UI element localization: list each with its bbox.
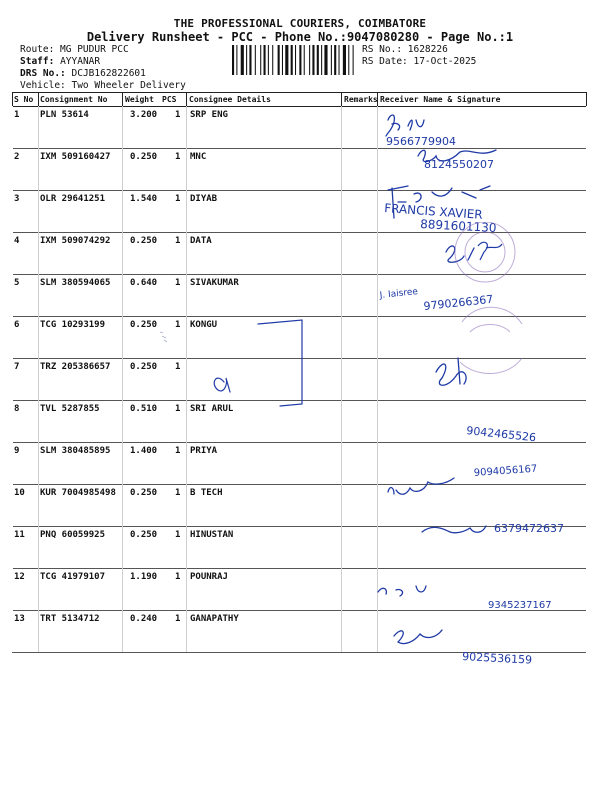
- col-divider: [38, 190, 39, 232]
- cell-consignment: SLM 380594065: [40, 278, 111, 288]
- cell-pcs: 1: [175, 404, 181, 414]
- col-divider: [12, 148, 13, 190]
- col-divider: [122, 274, 123, 316]
- cell-consignment: SLM 380485895: [40, 446, 111, 456]
- cell-pcs: 1: [175, 110, 181, 120]
- route-field: Route: MG PUDUR PCC: [20, 44, 129, 55]
- col-divider: [341, 232, 342, 274]
- cell-pcs: 1: [175, 278, 181, 288]
- barcode-bar: [285, 45, 288, 75]
- barcode-bar: [272, 45, 273, 75]
- handwritten-phone: 9345237167: [488, 600, 552, 611]
- col-divider: [341, 610, 342, 652]
- col-divider: [377, 190, 378, 232]
- cell-pcs: 1: [175, 362, 181, 372]
- col-divider: [186, 610, 187, 652]
- cell-weight: 0.250: [130, 320, 158, 330]
- drs-label: DRS No.:: [20, 68, 66, 79]
- col-divider: [377, 442, 378, 484]
- cell-sno: 5: [14, 278, 20, 288]
- cell-consignment: TRT 5134712: [40, 614, 100, 624]
- barcode-bar: [268, 45, 269, 75]
- cell-consignment: IXM 509074292: [40, 236, 111, 246]
- cell-pcs: 1: [175, 572, 181, 582]
- barcode-bar: [232, 45, 234, 75]
- handwritten-phone: 9566779904: [386, 135, 456, 148]
- cell-sno: 8: [14, 404, 20, 414]
- cell-weight: 1.540: [130, 194, 158, 204]
- cell-weight: 1.400: [130, 446, 158, 456]
- col-divider: [341, 274, 342, 316]
- cell-consignee: PRIYA: [190, 446, 218, 456]
- cell-sno: 7: [14, 362, 20, 372]
- col-divider: [186, 106, 187, 148]
- col-divider: [586, 358, 587, 400]
- cell-consignment: TCG 41979107: [40, 572, 106, 582]
- cell-weight: 0.250: [130, 362, 158, 372]
- cell-sno: 3: [14, 194, 20, 204]
- handwritten-phone: 8891601130: [419, 217, 497, 235]
- col-divider: [186, 442, 187, 484]
- col-divider: [377, 148, 378, 190]
- cell-consignee: MNC: [190, 152, 207, 162]
- barcode-bar: [348, 45, 349, 75]
- col-divider: [38, 148, 39, 190]
- row-rule: [12, 190, 586, 191]
- handwritten-phone: 9042465526: [465, 424, 537, 445]
- cell-weight: 0.250: [130, 488, 158, 498]
- col-divider: [38, 442, 39, 484]
- col-divider: [122, 442, 123, 484]
- cell-consignment: TCG 10293199: [40, 320, 106, 330]
- barcode-bar: [334, 45, 336, 75]
- col-divider: [586, 400, 587, 442]
- barcode-bar: [236, 45, 237, 75]
- cell-pcs: 1: [175, 488, 181, 498]
- cell-consignment: TVL 5287855: [40, 404, 100, 414]
- col-divider: [586, 316, 587, 358]
- col-divider: [122, 484, 123, 526]
- barcode-bar: [343, 45, 346, 75]
- barcode-bar: [339, 45, 340, 75]
- barcode-bar: [312, 45, 314, 75]
- col-divider: [341, 92, 342, 106]
- row-rule: [12, 610, 586, 611]
- cell-sno: 13: [14, 614, 25, 624]
- row-rule: [12, 526, 586, 527]
- col-divider: [12, 232, 13, 274]
- cell-pcs: 1: [175, 320, 181, 330]
- handwritten-mark: [140, 310, 340, 420]
- cell-pcs: 1: [175, 446, 181, 456]
- drs-value: DCJB162822601: [71, 68, 146, 79]
- col-divider: [122, 232, 123, 274]
- cell-consignee: SIVAKUMAR: [190, 278, 239, 288]
- cell-sno: 10: [14, 488, 25, 498]
- col-divider: [377, 106, 378, 148]
- col-divider: [377, 610, 378, 652]
- col-divider: [12, 484, 13, 526]
- barcode-bar: [324, 45, 327, 75]
- col-divider: [377, 232, 378, 274]
- col-divider: [341, 526, 342, 568]
- barcode-bar: [241, 45, 244, 75]
- col-divider: [12, 568, 13, 610]
- col-divider: [12, 106, 13, 148]
- cell-consignee: GANAPATHY: [190, 614, 239, 624]
- col-divider: [586, 274, 587, 316]
- barcode-icon: [232, 45, 356, 75]
- header-consignee: Consignee Details: [189, 95, 271, 104]
- col-divider: [586, 526, 587, 568]
- col-divider: [12, 358, 13, 400]
- col-divider: [377, 358, 378, 400]
- col-divider: [38, 106, 39, 148]
- col-divider: [38, 92, 39, 106]
- col-divider: [186, 568, 187, 610]
- header-remarks: Remarks: [344, 95, 378, 104]
- cell-pcs: 1: [175, 530, 181, 540]
- staff-field: [20, 56, 100, 67]
- cell-sno: 4: [14, 236, 20, 246]
- col-divider: [12, 274, 13, 316]
- col-divider: [341, 484, 342, 526]
- col-divider: [186, 190, 187, 232]
- staff-value: AYYANAR: [60, 56, 101, 67]
- cell-consignee: SRI ARUL: [190, 404, 234, 414]
- col-divider: [12, 92, 13, 106]
- header-pcs: PCS: [162, 95, 177, 104]
- barcode-bar: [260, 45, 261, 75]
- col-divider: [186, 526, 187, 568]
- col-divider: [122, 400, 123, 442]
- cell-sno: 9: [14, 446, 20, 456]
- company-stamp: [440, 222, 530, 382]
- barcode-bar: [264, 45, 266, 75]
- handwritten-phone: 6379472637: [494, 522, 564, 535]
- row-rule: [12, 652, 586, 653]
- col-divider: [122, 526, 123, 568]
- cell-consignee: SRP ENG: [190, 110, 228, 120]
- row-rule: [12, 442, 586, 443]
- cell-pcs: 1: [175, 152, 181, 162]
- cell-pcs: 1: [175, 236, 181, 246]
- barcode-bar: [291, 45, 293, 75]
- col-divider: [377, 484, 378, 526]
- barcode-bar: [282, 45, 283, 75]
- col-divider: [122, 610, 123, 652]
- row-rule: [12, 148, 586, 149]
- header-sno: S No: [14, 95, 34, 104]
- col-divider: [341, 190, 342, 232]
- cell-consignee: POUNRAJ: [190, 572, 228, 582]
- cell-consignee: DATA: [190, 236, 212, 246]
- cell-consignment: KUR 7004985498: [40, 488, 116, 498]
- col-divider: [377, 316, 378, 358]
- col-divider: [122, 316, 123, 358]
- handwritten-name: J. Iaisree: [379, 287, 419, 301]
- cell-weight: 0.510: [130, 404, 158, 414]
- cell-consignee: KONGU: [190, 320, 218, 330]
- col-divider: [586, 484, 587, 526]
- barcode-bar: [309, 45, 310, 75]
- barcode-bar: [353, 45, 354, 75]
- col-divider: [38, 274, 39, 316]
- barcode-bar: [295, 45, 296, 75]
- barcode-bar: [299, 45, 301, 75]
- col-divider: [12, 316, 13, 358]
- cell-pcs: 1: [175, 614, 181, 624]
- col-divider: [586, 190, 587, 232]
- cell-weight: 0.250: [130, 152, 158, 162]
- col-divider: [186, 92, 187, 106]
- col-divider: [341, 400, 342, 442]
- col-divider: [38, 400, 39, 442]
- col-divider: [38, 568, 39, 610]
- barcode-bar: [255, 45, 256, 75]
- col-divider: [122, 190, 123, 232]
- col-divider: [122, 568, 123, 610]
- header-signature: Receiver Name & Signature: [380, 95, 501, 104]
- col-divider: [341, 358, 342, 400]
- barcode-bar: [278, 45, 280, 75]
- barcode-bar: [249, 45, 251, 75]
- drs-field: [20, 68, 146, 79]
- col-divider: [341, 568, 342, 610]
- cell-pcs: 1: [175, 194, 181, 204]
- col-divider: [586, 106, 587, 148]
- barcode-bar: [304, 45, 305, 75]
- col-divider: [377, 274, 378, 316]
- col-divider: [12, 442, 13, 484]
- handwritten-phone: 9094056167: [473, 463, 538, 479]
- rs-number: RS No.: 1628226: [362, 44, 448, 55]
- col-divider: [586, 568, 587, 610]
- cell-sno: 11: [14, 530, 25, 540]
- col-divider: [12, 190, 13, 232]
- handwritten-phone: 9790266367: [422, 292, 494, 313]
- col-divider: [377, 568, 378, 610]
- col-divider: [12, 610, 13, 652]
- cell-consignee: B TECH: [190, 488, 223, 498]
- col-divider: [38, 484, 39, 526]
- cell-sno: 12: [14, 572, 25, 582]
- staff-label: Staff:: [20, 56, 55, 67]
- col-divider: [186, 484, 187, 526]
- rs-date: RS Date: 17-Oct-2025: [362, 56, 477, 67]
- cell-weight: 0.640: [130, 278, 158, 288]
- handwritten-name: FRANCIS XAVIER: [383, 201, 484, 222]
- cell-sno: 1: [14, 110, 20, 120]
- col-divider: [377, 400, 378, 442]
- col-divider: [586, 148, 587, 190]
- table-top-rule: [12, 92, 586, 93]
- handwritten-phone: 8124550207: [424, 158, 494, 171]
- col-divider: [122, 148, 123, 190]
- col-divider: [38, 232, 39, 274]
- col-divider: [38, 358, 39, 400]
- col-divider: [586, 610, 587, 652]
- col-divider: [38, 316, 39, 358]
- cell-sno: 2: [14, 152, 20, 162]
- vehicle-field: Vehicle: Two Wheeler Delivery: [20, 80, 186, 91]
- col-divider: [186, 232, 187, 274]
- cell-consignment: PLN 53614: [40, 110, 89, 120]
- col-divider: [341, 442, 342, 484]
- col-divider: [38, 526, 39, 568]
- col-divider: [341, 148, 342, 190]
- col-divider: [122, 106, 123, 148]
- cell-consignment: TRZ 205386657: [40, 362, 111, 372]
- col-divider: [186, 148, 187, 190]
- barcode-bar: [321, 45, 322, 75]
- col-divider: [586, 92, 587, 106]
- handwritten-phone: 9025536159: [461, 650, 533, 667]
- cell-weight: 1.190: [130, 572, 158, 582]
- document-title: THE PROFESSIONAL COURIERS, COIMBATORE: [173, 17, 427, 30]
- cell-weight: 0.250: [130, 530, 158, 540]
- col-divider: [341, 316, 342, 358]
- header-weight: Weight: [125, 95, 154, 104]
- table-header-rule: [12, 106, 586, 107]
- col-divider: [122, 358, 123, 400]
- row-rule: [12, 484, 586, 485]
- cell-consignment: IXM 509160427: [40, 152, 111, 162]
- col-divider: [377, 526, 378, 568]
- cell-consignee: HINUSTAN: [190, 530, 234, 540]
- document-subtitle: Delivery Runsheet - PCC - Phone No.:9047080280 - Page No.:1: [86, 30, 514, 44]
- cell-sno: 6: [14, 320, 20, 330]
- col-divider: [586, 232, 587, 274]
- cell-consignee: DIYAB: [190, 194, 218, 204]
- col-divider: [38, 610, 39, 652]
- col-divider: [12, 400, 13, 442]
- barcode-bar: [246, 45, 247, 75]
- cell-weight: 0.240: [130, 614, 158, 624]
- cell-consignment: PNQ 60059925: [40, 530, 106, 540]
- cell-weight: 3.200: [130, 110, 158, 120]
- cell-weight: 0.250: [130, 236, 158, 246]
- barcode-bar: [317, 45, 319, 75]
- col-divider: [12, 526, 13, 568]
- col-divider: [341, 106, 342, 148]
- header-consignment: Consignment No: [40, 95, 108, 104]
- row-rule: [12, 568, 586, 569]
- col-divider: [586, 442, 587, 484]
- barcode-bar: [331, 45, 332, 75]
- cell-consignment: OLR 29641251: [40, 194, 106, 204]
- col-divider: [122, 92, 123, 106]
